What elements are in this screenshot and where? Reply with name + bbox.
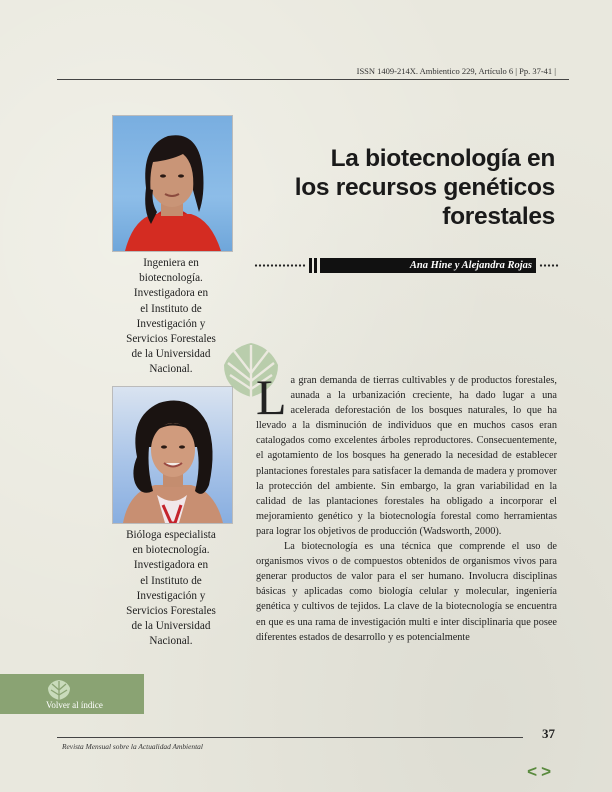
- leaf-icon: [46, 679, 72, 701]
- back-to-index-button[interactable]: [0, 674, 144, 714]
- article-body: [256, 369, 557, 645]
- bio1-line: de la Universidad: [131, 348, 211, 361]
- bio1-line: Ingeniera en: [143, 257, 199, 269]
- back-to-index-label: Volver al índice: [46, 700, 103, 710]
- portrait-1-illustration: [113, 116, 232, 251]
- bio2-line: el Instituto de: [140, 574, 202, 587]
- bio2-line: Investigación y: [136, 589, 206, 602]
- citation-header: ISSN 1409-214X. Ambientico 229, Artículo 6 | Pp. 37-41 |: [356, 66, 556, 76]
- footer-rule: [57, 737, 523, 738]
- bio2-line: de la Universidad: [131, 620, 211, 633]
- bio1-line: Servicios Forestales: [126, 333, 216, 346]
- page-number: 37: [542, 726, 555, 741]
- header-rule: [57, 79, 569, 80]
- page-nav-arrows[interactable]: [527, 762, 555, 782]
- bio1-line: Nacional.: [149, 363, 193, 376]
- title-line: los recursos genéticos: [294, 174, 555, 201]
- author-2-bio: [106, 528, 236, 650]
- bio2-line: Bióloga especialista: [126, 529, 216, 541]
- double-bar-ornament: [309, 258, 318, 273]
- title-line: La biotecnología en: [330, 145, 555, 172]
- drop-cap: L: [256, 369, 287, 425]
- prev-next-arrows[interactable]: <>: [527, 762, 555, 781]
- paragraph-1: [256, 369, 557, 539]
- bio1-line: el Instituto de: [140, 302, 202, 315]
- paragraph-2: La biotecnología es una técnica que comprende el uso de organismos vivos o de compuestos obtenidos de organismos vivos para generar productos de valor para el ser humano. Involucra disciplinas básicas y aplicadas como biología celular y molecular, ingeniería genética y cultivos de tejidos. La clave de la biotecnología se encuentra en que es una rama de investigación multi e inter disciplinaria que posee diferentes estados de desarrollo y es potencialmente: [256, 541, 557, 643]
- dotted-rule-right: [539, 264, 559, 267]
- author-bar: [254, 258, 559, 273]
- dotted-rule-left: [254, 264, 306, 267]
- bio2-line: Nacional.: [149, 635, 193, 648]
- bio1-line: Investigación y: [136, 317, 206, 330]
- bio2-line: en biotecnología.: [132, 544, 210, 557]
- article-authors: Ana Hine y Alejandra Rojas: [320, 258, 536, 273]
- journal-tagline: Revista Mensual sobre la Actualidad Ambiental: [62, 742, 203, 751]
- portrait-2-illustration: [113, 387, 232, 523]
- title-line: forestales: [442, 203, 555, 230]
- author-1-bio: [106, 256, 236, 378]
- bio2-line: Investigadora en: [133, 559, 209, 572]
- paragraph-1-text: a gran demanda de tierras cultivables y de productos forestales, aunada a la urbanización creciente, ha dado lugar a una acelerada deforestación de los bosques naturales, lo que ha llevado a la disminución de individuos que en muchos casos eran catalogados como excelentes árboles reproductores. Consecuentemente, el agotamiento de los bosques ha generado la necesidad de establecer plantaciones forestales para satisfacer la demanda de madera y promover la protección del ambiente. Sin embargo, la gran variabilidad en la calidad de las plantaciones forestales ha obligado a incorporar el mejoramiento genético y la biotecnología forestal como herramientas para lograr los objetivos de producción (Wadsworth, 2000).: [256, 375, 557, 537]
- article-title: [225, 144, 555, 231]
- author-photo-1: [112, 115, 233, 252]
- bio2-line: Servicios Forestales: [126, 605, 216, 618]
- bio1-line: biotecnología.: [139, 272, 203, 285]
- author-photo-2: [112, 386, 233, 524]
- bio1-line: Investigadora en: [133, 287, 209, 300]
